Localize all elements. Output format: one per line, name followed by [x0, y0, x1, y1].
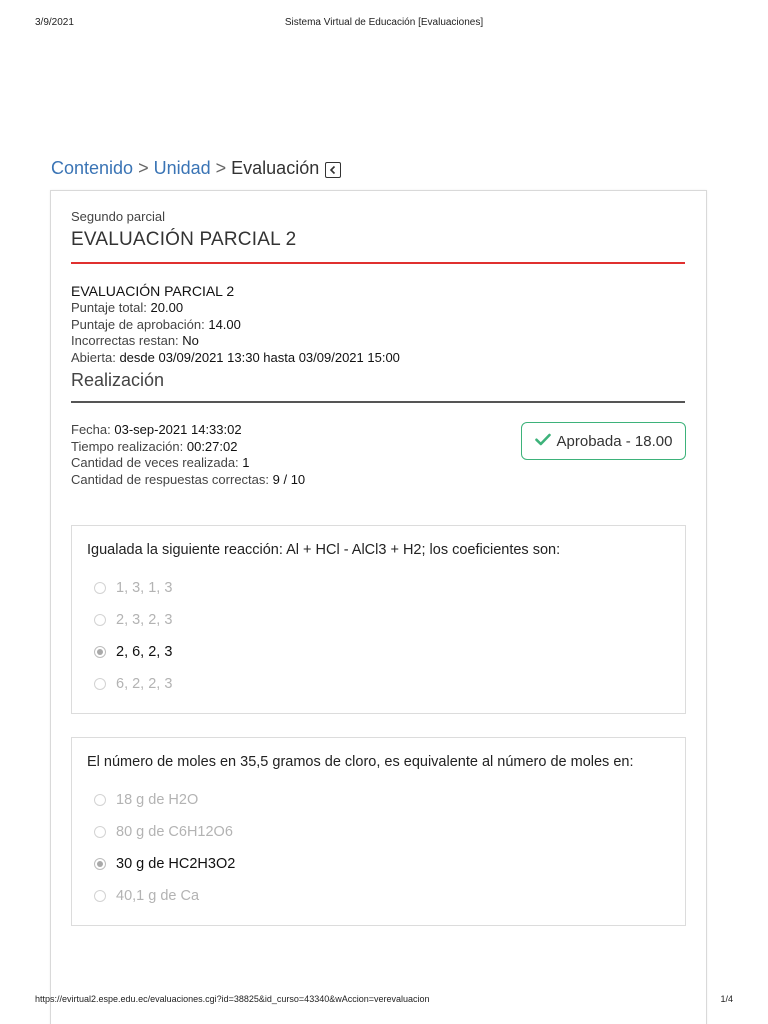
print-url: https://evirtual2.espe.edu.ec/evaluaciones.cgi?id=38825&id_curso=43340&wAccion=verevaluacion	[35, 994, 430, 1004]
answer-option-selected[interactable]	[94, 854, 235, 874]
page-title: EVALUACIÓN PARCIAL 2	[71, 229, 297, 250]
print-date: 3/9/2021	[35, 17, 74, 28]
radio-button[interactable]	[94, 794, 106, 806]
question-card	[71, 525, 686, 714]
attempt-times-row	[71, 455, 305, 472]
answer-option[interactable]	[94, 674, 172, 694]
answer-option-label: 18 g de H2O	[116, 792, 199, 808]
print-footer	[35, 994, 733, 1008]
answer-option[interactable]	[94, 578, 172, 598]
answer-option-label: 2, 3, 2, 3	[116, 612, 173, 628]
question-card	[71, 737, 686, 926]
print-page-number: 1/4	[720, 994, 733, 1004]
passing-score-row	[71, 317, 400, 334]
realization-section-title: Realización	[71, 370, 165, 390]
chevron-left-square-icon[interactable]	[325, 162, 341, 178]
breadcrumb-contenido-link[interactable]: Contenido	[51, 158, 134, 178]
radio-button[interactable]	[94, 614, 106, 626]
answer-option[interactable]	[94, 790, 198, 810]
radio-button-selected[interactable]	[94, 858, 106, 870]
breadcrumb	[51, 158, 341, 179]
attempt-duration-row	[71, 439, 305, 456]
question-text: Igualada la siguiente reacción: Al + HCl - AlCl3 + H2; los coeficientes son:	[87, 542, 561, 558]
wrong-subtract-row	[71, 333, 400, 350]
print-page-title: Sistema Virtual de Educación [Evaluaciones]	[284, 17, 484, 28]
passing-score-label: Puntaje de aprobación:	[71, 316, 205, 332]
open-period-row	[71, 350, 400, 367]
answer-option[interactable]	[94, 610, 172, 630]
breadcrumb-separator: >	[138, 158, 149, 178]
breadcrumb-unidad-link[interactable]: Unidad	[153, 158, 211, 178]
answer-option-label: 80 g de C6H12O6	[116, 824, 233, 840]
check-icon	[535, 433, 551, 450]
answer-option-label: 2, 6, 2, 3	[116, 644, 173, 660]
attempt-times-value: 1	[242, 455, 250, 470]
attempt-duration-label: Tiempo realización:	[71, 438, 184, 454]
evaluation-info	[71, 283, 400, 366]
title-divider	[71, 262, 685, 264]
answer-option-label: 1, 3, 1, 3	[116, 580, 173, 596]
answer-option-label: 40,1 g de Ca	[116, 888, 200, 904]
answer-option[interactable]	[94, 886, 199, 906]
status-badge	[521, 422, 686, 460]
question-text: El número de moles en 35,5 gramos de cloro, es equivalente al número de moles en:	[87, 754, 634, 770]
passing-score-value: 14.00	[208, 316, 241, 332]
attempt-duration-value: 00:27:02	[186, 438, 238, 454]
open-period-label: Abierta:	[71, 349, 116, 365]
attempt-correct-value: 9 / 10	[272, 471, 306, 487]
section-divider	[71, 401, 685, 403]
total-score-value: 20.00	[150, 300, 184, 315]
open-period-value: desde 03/09/2021 13:30 hasta 03/09/2021 15:00	[119, 349, 400, 365]
evaluation-subtitle: Segundo parcial	[71, 209, 165, 224]
total-score-label: Puntaje total:	[71, 300, 147, 315]
print-header	[35, 17, 733, 31]
wrong-subtract-value: No	[182, 333, 199, 348]
attempt-correct-row	[71, 472, 305, 489]
attempt-date-row	[71, 422, 305, 439]
answer-option[interactable]	[94, 822, 233, 842]
attempt-times-label: Cantidad de veces realizada:	[71, 455, 239, 470]
radio-button[interactable]	[94, 826, 106, 838]
answer-option-label: 6, 2, 2, 3	[116, 676, 173, 692]
attempt-date-label: Fecha:	[71, 422, 111, 437]
attempt-date-value: 03-sep-2021 14:33:02	[114, 422, 242, 437]
attempt-info	[71, 422, 305, 488]
attempt-correct-label: Cantidad de respuestas correctas:	[71, 471, 269, 487]
total-score-row	[71, 300, 400, 317]
status-text: Aprobada - 18.00	[556, 432, 673, 450]
answer-option-selected[interactable]	[94, 642, 172, 662]
radio-button[interactable]	[94, 678, 106, 690]
radio-button-selected[interactable]	[94, 646, 106, 658]
radio-button[interactable]	[94, 582, 106, 594]
answer-option-label: 30 g de HC2H3O2	[116, 856, 236, 872]
evaluation-name: EVALUACIÓN PARCIAL 2	[71, 283, 235, 299]
breadcrumb-separator: >	[215, 158, 227, 178]
wrong-subtract-label: Incorrectas restan:	[71, 333, 179, 348]
radio-button[interactable]	[94, 890, 106, 902]
breadcrumb-current: Evaluación	[231, 158, 320, 178]
